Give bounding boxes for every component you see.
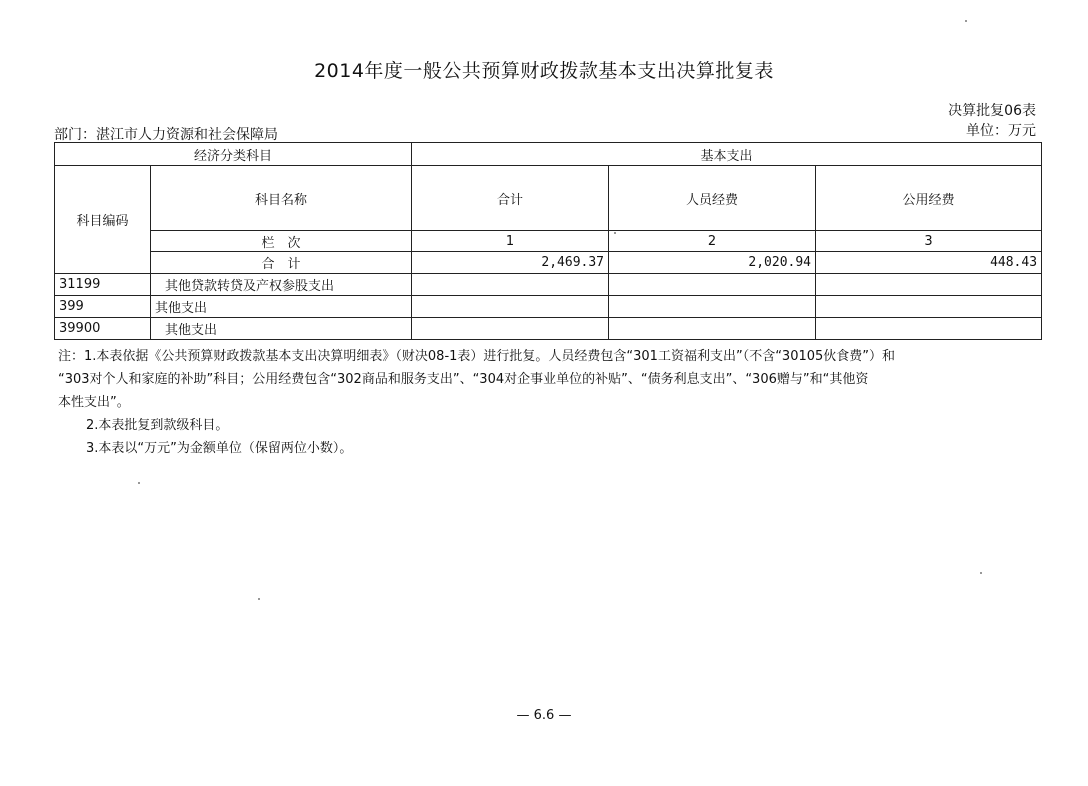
row-personnel (609, 296, 816, 318)
scan-speck (258, 598, 260, 600)
note-line: 3.本表以“万元”为金额单位（保留两位小数）。 (86, 441, 353, 456)
note-line: 本性支出”。 (58, 395, 130, 410)
index-3: 3 (816, 231, 1042, 252)
group-header-row (55, 143, 1042, 166)
group-header-economic: 经济分类科目 (55, 143, 412, 166)
row-total (412, 274, 609, 296)
row-code: 31199 (55, 274, 151, 296)
header-name: 科目名称 (151, 166, 412, 231)
index-label: 栏 次 (151, 231, 412, 252)
row-total (412, 296, 609, 318)
group-header-basic: 基本支出 (412, 143, 1042, 166)
unit-label: 单位：万元 (966, 123, 1036, 139)
header-code: 科目编码 (55, 166, 151, 274)
scan-speck (980, 572, 982, 574)
row-public (816, 296, 1042, 318)
scan-speck (138, 482, 140, 484)
row-public (816, 318, 1042, 340)
header-public: 公用经费 (816, 166, 1042, 231)
table-row (55, 296, 1042, 318)
form-number: 决算批复06表 (948, 103, 1036, 119)
column-header-row (55, 166, 1042, 231)
page-title: 2014年度一般公共预算财政拨款基本支出决算批复表 (314, 60, 774, 82)
expenditure-table (54, 142, 1042, 340)
total-total-value: 2,469.37 (412, 252, 609, 274)
notes-section (58, 345, 1038, 460)
row-public (816, 274, 1042, 296)
table-row (55, 318, 1042, 340)
header-personnel: 人员经费 (609, 166, 816, 231)
index-1: 1 (412, 231, 609, 252)
row-code: 399 (55, 296, 151, 318)
table-row (55, 274, 1042, 296)
page-number: — 6.6 — (516, 708, 572, 723)
total-label: 合 计 (151, 252, 412, 274)
row-name: 其他支出 (151, 296, 412, 318)
note-line: 注：1.本表依据《公共预算财政拨款基本支出决算明细表》（财决08-1表）进行批复。人员经费包含“301工资福利支出”（不含“30105伙食费”）和 (58, 349, 896, 364)
index-2: 2 (609, 231, 816, 252)
row-total (412, 318, 609, 340)
row-name: 其他支出 (151, 318, 412, 340)
row-code: 39900 (55, 318, 151, 340)
department-label: 部门：湛江市人力资源和社会保障局 (54, 127, 278, 143)
header-total: 合计 (412, 166, 609, 231)
row-personnel (609, 318, 816, 340)
index-row (55, 231, 1042, 252)
note-line: 2.本表批复到款级科目。 (86, 418, 229, 433)
row-personnel (609, 274, 816, 296)
scan-speck (614, 232, 616, 234)
total-public-value: 448.43 (816, 252, 1042, 274)
total-row (55, 252, 1042, 274)
note-line: “303对个人和家庭的补助”科目；公用经费包含“302商品和服务支出”、“304对企事业单位的补贴”、“债务利息支出”、“306赠与”和“其他资 (58, 372, 869, 387)
scan-speck (965, 20, 967, 22)
total-personnel-value: 2,020.94 (609, 252, 816, 274)
row-name: 其他贷款转贷及产权参股支出 (151, 274, 412, 296)
